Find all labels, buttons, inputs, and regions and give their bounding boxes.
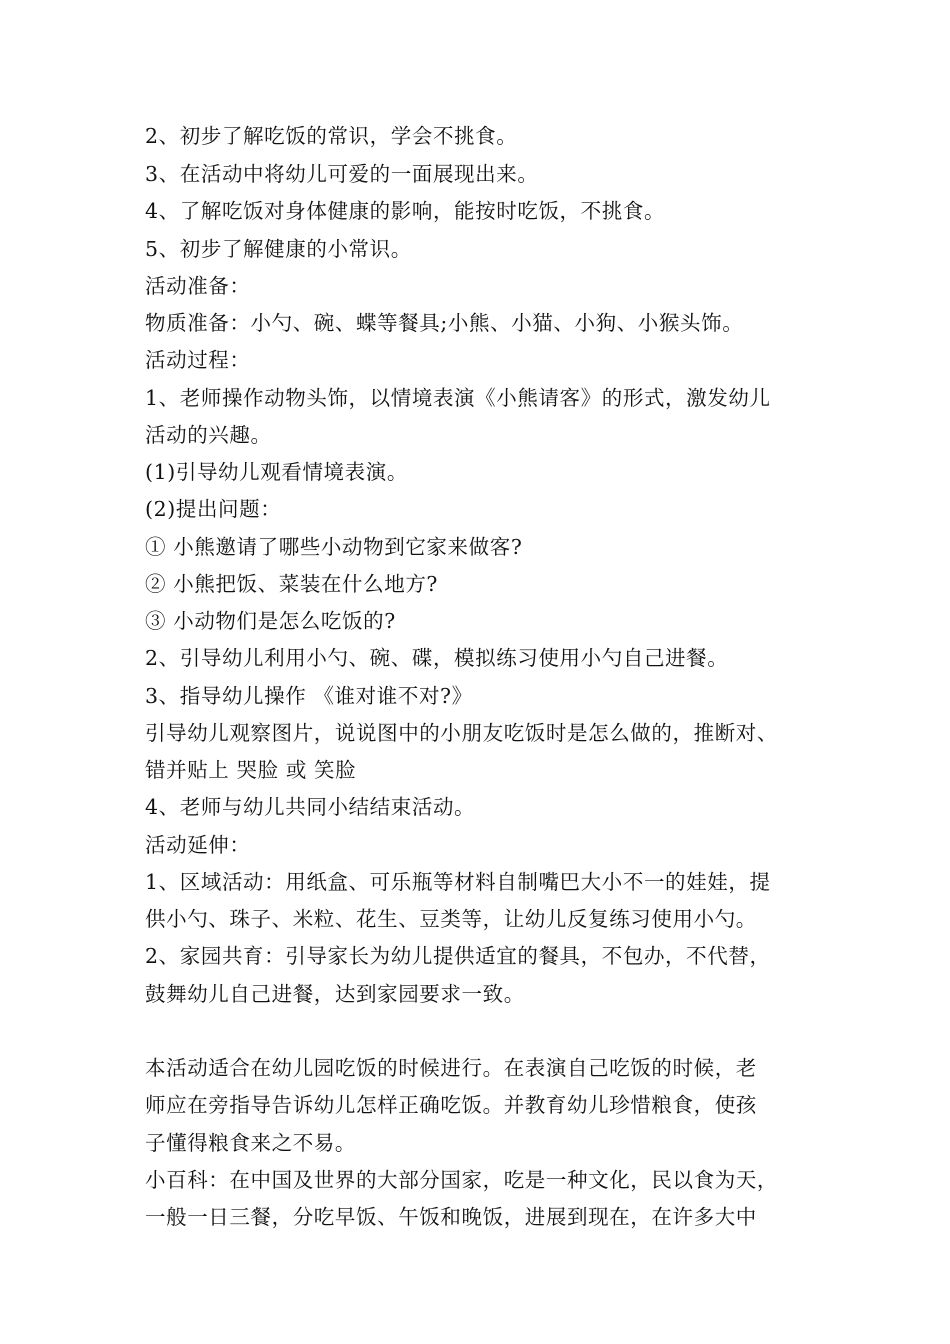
text-line: ③ 小动物们是怎么吃饭的?: [145, 609, 396, 633]
section-heading: 活动准备：: [145, 274, 251, 298]
text-line: 3、指导幼儿操作 《谁对谁不对?》: [145, 684, 473, 708]
text-line: 1、区域活动：用纸盒、可乐瓶等材料自制嘴巴大小不一的娃娃，提: [145, 870, 771, 894]
text-line: (2)提出问题：: [145, 497, 282, 521]
text-line: 5、初步了解健康的小常识。: [145, 237, 412, 261]
text-line: (1)引导幼儿观看情境表演。: [145, 460, 408, 484]
text-line: 2、家园共育：引导家长为幼儿提供适宜的餐具，不包办，不代替，: [145, 944, 771, 968]
text-line: 物质准备：小勺、碗、蝶等餐具;小熊、小猫、小狗、小猴头饰。: [145, 311, 744, 335]
text-line: 小百科：在中国及世界的大部分国家，吃是一种文化，民以食为天，: [145, 1168, 778, 1192]
section-heading: 活动延伸：: [145, 833, 251, 857]
text-line: 一般一日三餐，分吃早饭、午饭和晚饭，进展到现在，在许多大中: [145, 1205, 757, 1229]
text-line: 活动的兴趣。: [145, 423, 272, 447]
text-line: 子懂得粮食来之不易。: [145, 1131, 356, 1155]
text-line: ② 小熊把饭、菜装在什么地方?: [145, 572, 439, 596]
text-line: 引导幼儿观察图片，说说图中的小朋友吃饭时是怎么做的，推断对、: [145, 721, 778, 745]
section-heading: 活动过程：: [145, 348, 251, 372]
text-line: 错并贴上 哭脸 或 笑脸: [145, 758, 357, 782]
text-line: 3、在活动中将幼儿可爱的一面展现出来。: [145, 162, 539, 186]
text-line: 2、引导幼儿利用小勺、碗、碟，模拟练习使用小勺自己进餐。: [145, 646, 729, 670]
text-line: 鼓舞幼儿自己进餐，达到家园要求一致。: [145, 982, 525, 1006]
text-line: 供小勺、珠子、米粒、花生、豆类等，让幼儿反复练习使用小勺。: [145, 907, 757, 931]
text-line: 本活动适合在幼儿园吃饭的时候进行。在表演自己吃饭的时候，老: [145, 1056, 757, 1080]
text-line: 师应在旁指导告诉幼儿怎样正确吃饭。并教育幼儿珍惜粮食，使孩: [145, 1093, 757, 1117]
text-line: 1、老师操作动物头饰，以情境表演《小熊请客》的形式，激发幼儿: [145, 386, 771, 410]
text-line: ① 小熊邀请了哪些小动物到它家来做客?: [145, 535, 523, 559]
text-line: 2、初步了解吃饭的常识，学会不挑食。: [145, 124, 518, 148]
text-line: 4、老师与幼儿共同小结结束活动。: [145, 795, 476, 819]
text-line: 4、了解吃饭对身体健康的影响，能按时吃饭，不挑食。: [145, 199, 666, 223]
